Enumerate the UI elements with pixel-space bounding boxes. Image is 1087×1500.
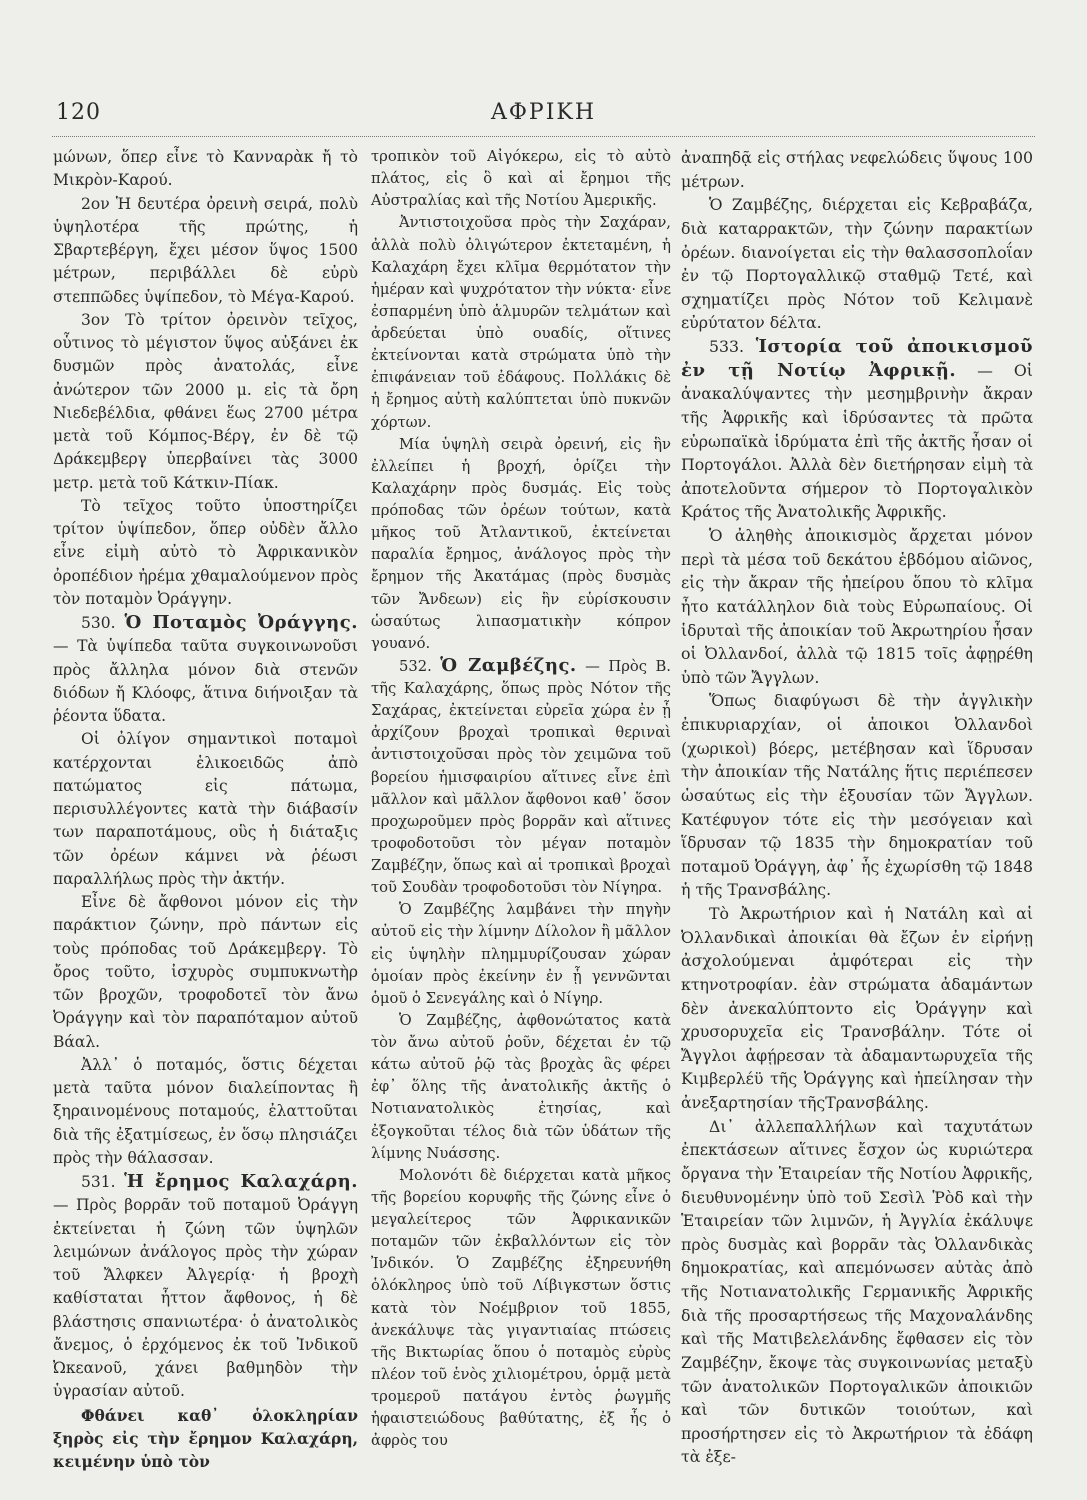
paragraph: Μολονότι δὲ διέρχεται κατὰ μῆκος τῆς βορείου κορυφῆς τῆς ζώνης εἶνε ὁ μεγαλείτερος τῶν Ἀφρικανικῶν ποταμῶν τῶν ἐκβαλλόντων εἰς τὸν Ἰνδικόν. Ὁ Ζαμβέζης ἐξηρευνήθη ὁλόκληρος ὑπὸ τοῦ Λίβιγκστων ὅστις κατὰ τὸν Νοέμβριον τοῦ 1855, ἀνεκάλυψε τὰς γιγαντιαίας πτώσεις τῆς Βικτωρίας ὅπου ὁ ποταμὸς εὐρὺς πλέον τοῦ ἑνὸς χιλιομέτρου, ὁρμᾷ μετὰ τρομεροῦ πατάγου ἐντὸς ῥωγμῆς ἡφαιστειώδους βαθύτατης, ἐξ ἧς ὁ ἀφρὸς του bbox=[371, 1166, 671, 1450]
paragraph: ἀναπηδᾷ εἰς στήλας νεφελώδεις ὕψους 100 μέτρων. bbox=[681, 148, 1033, 191]
paragraph: μώνων, ὅπερ εἶνε τὸ Κανναρὰκ ἤ τὸ Μικρὸν-Καρού. bbox=[53, 148, 358, 190]
section-text: — Πρὸς βορρᾶν τοῦ ποταμοῦ Ὀράγγη ἐκτείνεται ἡ ζώνη τῶν ὑψηλῶν λειμώνων ἀνάλογος πρὸς τὴν χώραν τοῦ Ἄλφκεν Ἀλγερίᾳ· ἡ βροχὴ καθίσταται ἧττον ἄφθονος, ἡ δὲ βλάστησις σπανιωτέρα· ὁ ἀνατολικὸς ἄνεμος, ὁ ἐρχόμενος ἐκ τοῦ Ἰνδικοῦ Ὠκεανοῦ, χάνει βαθμηδὸν τὴν ὑγρασίαν αὐτοῦ. bbox=[53, 1196, 358, 1401]
section-title: Ἱστορία τοῦ ἀποικισμοῦ ἐν τῇ Νοτίῳ Ἀφρικῇ. bbox=[681, 336, 1033, 381]
section-number: 533. bbox=[709, 337, 745, 356]
header-rule bbox=[52, 136, 1035, 137]
paragraph: Ὁ ἀληθὴς ἀποικισμὸς ἄρχεται μόνον περὶ τὰ μέσα τοῦ δεκάτου ἑβδόμου αἰῶνος, εἰς τὴν ἄκραν τῆς ἠπείρου ὅπου τὸ κλῖμα ἦτο κατάλληλον διὰ τοὺς Εὐρωπαίους. Οἱ ἱδρυταὶ τῆς ἀποικίαν τοῦ Ἀκρωτηρίου ἦσαν οἱ Ὀλλανδοί, ἀλλὰ τῷ 1815 τοῖς ἀφῃρέθη ὑπὸ τῶν Ἄγγλων. bbox=[681, 526, 1033, 687]
section-532 bbox=[371, 655, 671, 899]
section-title: Ἡ ἔρημος Καλαχάρη. bbox=[124, 1171, 358, 1192]
paragraph: Ὁ Ζαμβέζης, ἀφθονώτατος κατὰ τὸν ἄνω αὐτοῦ ῥοῦν, δέχεται ἐν τῷ κάτω αὐτοῦ ῥῷ τὰς βροχὰς ἃς φέρει ἐφ᾽ ὅλης τῆς ἀνατολικῆς ἀκτῆς ὁ Νοτιανατολικὸς ἐτησίας, καὶ ἐξογκοῦται τέλος διὰ τῶν ὑδάτων τῆς λίμνης Νυάσσης. bbox=[371, 1011, 671, 1162]
paragraph: Ὁ Ζαμβέζης, διέρχεται εἰς Κεβραβάζα, διὰ καταρρακτῶν, τὴν ζώνην παρακτίων ὀρέων. διανοίγεται εἰς τὴν θαλασσοπλοΐαν ἐν τῷ Πορτογαλλικῷ σταθμῷ Τετέ, καὶ σχηματίζει πρὸς Νότον τοῦ Κελιμανὲ εὐρύτατον δέλτα. bbox=[681, 195, 1033, 333]
paragraph: Ἀντιστοιχοῦσα πρὸς τὴν Σαχάραν, ἀλλὰ πολὺ ὀλιγώτερον ἐκτεταμένη, ἡ Καλαχάρη ἔχει κλῖμα θερμότατον τὴν ἡμέραν καὶ ψυχρότατον τὴν νύκτα· εἶνε ἐσπαρμένη ὑπὸ ἁλμυρῶν τελμάτων καὶ ἀρδεύεται ὑπὸ ουαδίς, οἵτινες ἐκτείνονται κατὰ στρώματα ὑπὸ τὴν ἐπιφάνειαν τοῦ ἐδάφους. Πολλάκις δὲ ἡ ἔρημος αὐτὴ καλύπτεται ὑπὸ πυκνῶν χόρτων. bbox=[371, 214, 671, 431]
running-title: ΑΦΡΙΚΗ bbox=[490, 100, 597, 125]
section-title: Ὁ Ποταμὸς Ὀράγγης. bbox=[124, 612, 358, 633]
paragraph: Οἱ ὀλίγον σημαντικοὶ ποταμοὶ κατέρχονται ἑλικοειδῶς ἀπὸ πατώματος εἰς πάτωμα, περισυλλέγοντες κατὰ τὴν διάβασίν των παραποτάμους, οὓς ἡ διάταξις τῶν ὀρέων κάμνει νὰ ῥέωσι παραλλήλως πρὸς τὴν ἀκτήν. bbox=[53, 730, 358, 888]
section-number: 530. bbox=[81, 614, 116, 632]
paragraph: Εἶνε δὲ ἄφθονοι μόνον εἰς τὴν παράκτιον ζώνην, πρὸ πάντων εἰς τοὺς πρόποδας τοῦ Δράκεμβεργ. Τὸ ὄρος τοῦτο, ἰσχυρὸς συμπυκνωτὴρ τῶν βροχῶν, τροφοδοτεῖ τὸν ἄνω Ὀράγγην καὶ τὸν παραπόταμον αὐτοῦ Βάαλ. bbox=[53, 893, 358, 1051]
column-1 bbox=[53, 146, 358, 1473]
section-text: — Τὰ ὑψίπεδα ταῦτα συγκοινωνοῦσι πρὸς ἄλληλα μόνον διὰ στενῶν διόδων ἤ Κλόοφς, ἅτινα διήνοιξαν τὰ ῥέοντα ὕδατα. bbox=[53, 637, 358, 725]
section-number: 532. bbox=[399, 657, 432, 675]
paragraph: Φθάνει καθ᾽ ὁλοκληρίαν ξηρὸς εἰς τὴν ἔρημον Καλαχάρη, κειμένην ὑπὸ τὸν bbox=[53, 1405, 358, 1471]
section-number: 531. bbox=[81, 1173, 116, 1191]
paragraph: 3ον Τὸ τρίτον ὀρεινὸν τεῖχος, οὗτινος τὸ μέγιστον ὕψος αὐξάνει ἐκ δυσμῶν πρὸς ἀνατολάς, εἶνε ἀνώτερον τῶν 2000 μ. εἰς τὰ ὄρη Νιεδεβέλδια, φθάνει ἕως 2700 μέτρα μετὰ τοῦ Κόμπος-Βέργ, ἐν δὲ τῷ Δράκεμβεργ ὑπερβαίνει τὰς 3000 μετρ. μετὰ τοῦ Κάτκιν-Πίακ. bbox=[53, 310, 358, 492]
page-number: 120 bbox=[56, 100, 101, 125]
column-2 bbox=[371, 146, 671, 1452]
section-title: Ὁ Ζαμβέζης. bbox=[440, 654, 577, 676]
paragraph: Ὅπως διαφύγωσι δὲ τὴν ἀγγλικὴν ἐπικυριαρχίαν, οἱ ἀποικοι Ὀλλανδοὶ (χωρικοὶ) βόερς, μετέβησαν καὶ ἵδρυσαν τὴν ἀποικίαν τῆς Νατάλης ἥτις περιέπεσεν ὡσαύτως εἰς τὴν ἐξουσίαν τῶν Ἄγγλων. Κατέφυγον τότε εἰς τὴν μεσόγειαν καὶ ἵδρυσαν τῷ 1835 τὴν δημοκρατίαν τοῦ ποταμοῦ Ὀράγγη, ἀφ᾽ ἧς ἐχωρίσθη τῷ 1848 ἡ τῆς Τρανσβάλης. bbox=[681, 691, 1033, 900]
column-3 bbox=[681, 146, 1033, 1469]
section-text: — Οἱ ἀνακαλύψαντες τὴν μεσημβρινὴν ἄκραν τῆς Ἀφρικῆς καὶ ἱδρύσαντες τὰ πρῶτα εὐρωπαϊκὰ ἱδρύματα ἐπὶ τῆς ἀκτῆς ἦσαν οἱ Πορτογάλοι. Ἀλλὰ δὲν διετήρησαν εἰμὴ τὰ ἀποτελοῦντα σήμερον τὸ Πορτογαλικὸν Κράτος τῆς Ἀνατολικῆς Ἀφρικῆς. bbox=[681, 360, 1033, 522]
section-531 bbox=[53, 1170, 358, 1404]
paragraph: τροπικὸν τοῦ Αἰγόκερω, εἰς τὸ αὐτὸ πλάτος, εἰς ὃ καὶ αἱ ἔρημοι τῆς Αὐστραλίας καὶ τῆς Νοτίου Ἀμερικῆς. bbox=[371, 148, 671, 210]
paragraph: Μία ὑψηλὴ σειρὰ ὀρεινή, εἰς ἣν ἐλλείπει ἡ βροχή, ὁρίζει τὴν Καλαχάρην πρὸς δυσμάς. Εἰς τοὺς πρόποδας τῶν ὀρέων τούτων, κατὰ μῆκος τοῦ Ἀτλαντικοῦ, ἐκτείνεται παραλία ἔρημος, ἀνάλογος πρὸς τὴν ἔρημον τῆς Ἀκατάμας (πρὸς δυσμὰς τῶν Ἄνδεων) εἰς ἣν εὑρίσκουσιν ὡσαύτως λιπασματικὴν κόπρον γουανό. bbox=[371, 435, 671, 652]
paragraph: Δι᾽ ἀλλεπαλλήλων καὶ ταχυτάτων ἐπεκτάσεων αἵτινες ἔσχον ὡς κυριώτερα ὄργανα τὴν Ἑταιρείαν τῆς Νοτίου Ἀφρικῆς, διευθυνομένην ὑπὸ τοῦ Σεσὶλ Ῥὸδ καὶ τὴν Ἑταιρείαν τῶν λιμνῶν, ἡ Ἀγγλία ἐκάλυψε πρὸς δυσμὰς καὶ βορρᾶν τὰς Ὀλλανδικὰς δημοκρατίας, καὶ απεμόνωσεν αὐτὰς ἀπὸ τῆς Νοτιανατολικῆς Γερμανικῆς Ἀφρικῆς διὰ τῆς προσαρτήσεως τῆς Μαχοναλάνδης καὶ τῆς Ματιβελελάνδης ἔφθασεν εἰς τὸν Ζαμβέζην, ἔκοψε τὰς συγκοινωνίας μεταξὺ τῶν ἀνατολικῶν Πορτογαλικῶν ἀποικιῶν καὶ τῶν δυτικῶν τοιούτων, καὶ προσήρτησεν εἰς τὸ Ἀκρωτήριον τὰ ἐδάφη τὰ ἐξε- bbox=[681, 1116, 1033, 1467]
paragraph: Τὸ τεῖχος τοῦτο ὑποστηρίζει τρίτον ὑψίπεδον, ὅπερ οὐδὲν ἄλλο εἶνε εἰμὴ αὐτὸ τὸ Ἀφρικανικὸν ὀροπέδιον ἠρέμα χθαμαλούμενον πρὸς τὸν ποταμὸν Ὀράγγην. bbox=[53, 496, 358, 608]
section-text: — Πρὸς Β. τῆς Καλαχάρης, ὅπως πρὸς Νότον τῆς Σαχάρας, ἐκτείνεται εὐρεῖα χώρα ἐν ᾗ ἀρχίζουν βροχαὶ τροπικαὶ θεριναὶ ἀντιστοιχοῦσαι πρὸς τὸν χειμῶνα τοῦ βορείου ἡμισφαιρίου αἵτινες εἶνε ἐπὶ μᾶλλον καὶ μᾶλλον ἄφθονοι καθ᾽ ὅσον προχωροῦμεν πρὸς βορρᾶν καὶ αἵτινες τροφοδοτοῦσι τὸν μέγαν ποταμὸν Ζαμβέζην, ὅπως καὶ αἱ τροπικαὶ βροχαὶ τοῦ Σουδὰν τροφοδοτοῦσι τὸν Νίγηρα. bbox=[371, 657, 671, 897]
section-533 bbox=[681, 335, 1033, 524]
paragraph: Ὁ Ζαμβέζης λαμβάνει τὴν πηγὴν αὐτοῦ εἰς τὴν λίμνην Δίλολον ἢ μᾶλλον εἰς ὑψηλὴν πλημμυρίζουσαν χώραν ὁμοίαν πρὸς ἐκείνην ἐν ᾗ γεννῶνται ὁμοῦ ὁ Σενεγάλης καὶ ὁ Νίγηρ. bbox=[371, 901, 671, 1007]
section-530 bbox=[53, 611, 358, 728]
paragraph: Τὸ Ἀκρωτήριον καὶ ἡ Νατάλη καὶ αἱ Ὀλλανδικαὶ ἀποικίαι θὰ ἔζων ἐν εἰρήνῃ ἀσχολούμεναι ἀμφότεραι εἰς τὴν κτηνοτροφίαν. ἐὰν στρώματα ἀδαμάντων δὲν ἀνεκαλύπτοντο εἰς Ὀράγγην καὶ χρυσορυχεῖα εἰς Τρανσβάλην. Τότε οἱ Ἄγγλοι ἀφῄρεσαν τὰ ἀδαμαντωρυχεῖα τῆς Κιμβερλέϋ τῆς Ὀράγγης καὶ ἠπείλησαν τὴν ἀνεξαρτησίαν τῆςΤρανσβάλης. bbox=[681, 904, 1033, 1112]
paragraph: Ἀλλ᾽ ὁ ποταμός, ὅστις δέχεται μετὰ ταῦτα μόνον διαλείποντας ἢ ξηραινομένους ποταμούς, ἐλαττοῦται διὰ τῆς ἐξατμίσεως, ἐν ὅσῳ πλησιάζει πρὸς τὴν θάλασσαν. bbox=[53, 1055, 358, 1167]
paragraph: 2ον Ἡ δευτέρα ὀρεινὴ σειρά, πολὺ ὑψηλοτέρα τῆς πρώτης, ἡ Σβαρτεβέργη, ἔχει μέσον ὕψος 1500 μέτρων, περιβάλλει δὲ εὐρὺ στεππῶδες ὑψίπεδον, τὸ Μέγα-Καρού. bbox=[53, 194, 358, 306]
